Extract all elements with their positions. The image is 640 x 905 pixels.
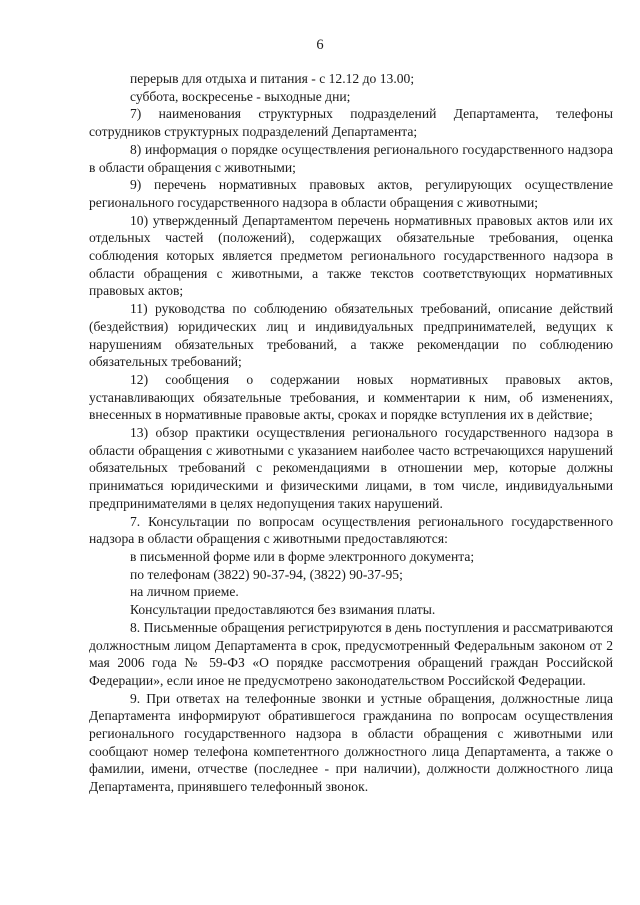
paragraph-item-11: 11) руководства по соблюдению обязательных требований, описание действий (бездействия) юридических лиц и индивидуальных предпринимателей, ведущих к нарушениям обязательных требований, а также рекомендации по соблюдению обязательных требований; bbox=[89, 301, 613, 370]
paragraph-weekend: суббота, воскресенье - выходные дни; bbox=[130, 88, 351, 104]
paragraph-phone-numbers: по телефонам (3822) 90-37-94, (3822) 90-37-95; bbox=[130, 566, 403, 582]
paragraph-item-13: 13) обзор практики осуществления регионального государственного надзора в области обращения с животными с указанием наиболее часто встречающихся нарушений обязательных требований с рекомендациями в отношении мер, которые должны приниматься юридическими и физическими лицами, в том числе, индивидуальными предпринимателями в целях недопущения таких нарушений. bbox=[89, 425, 613, 511]
paragraph-free-of-charge: Консультации предоставляются без взимания платы. bbox=[130, 602, 436, 618]
paragraph-break-time: перерыв для отдыха и питания - с 12.12 до 13.00; bbox=[130, 71, 415, 86]
paragraph-section-7: 7. Консультации по вопросам осуществления регионального государственного надзора в области обращения с животными предоставляются: bbox=[89, 513, 613, 547]
paragraph-section-9: 9. При ответах на телефонные звонки и устные обращения, должностные лица Департамента информируют обратившегося гражданина по вопросам осуществления регионального государственного надзора в области обращения с животными или сообщают номер телефона компетентного должностного лица Департамента, а также о фамилии, имени, отчестве (последнее - при наличии), должности должностного лица Департамента, принявшего телефонный звонок. bbox=[89, 690, 613, 795]
paragraph-item-10: 10) утвержденный Департаментом перечень нормативных правовых актов или их отдельных частей (положений), содержащих обязательные требования, оценка соблюдения которых является предметом регионального государственного надзора в области обращения с животными, а также текстов соответствующих нормативных правовых актов; bbox=[89, 212, 613, 299]
paragraph-item-12: 12) сообщения о содержании новых нормативных правовых актов, устанавливающих обязательные требования, и комментарии к ним, об изменениях, внесенных в нормативные правовые акты, сроках и порядке вступления их в действие; bbox=[89, 371, 613, 423]
paragraph-section-8: 8. Письменные обращения регистрируются в день поступления и рассматриваются должностным лицом Департамента в срок, предусмотренный Федеральным законом от 2 мая 2006 года № 59-ФЗ «О порядке рассмотрения обращений граждан Российской Федерации», если иное не предусмотрено законодательством Российской Федерации. bbox=[89, 619, 613, 688]
document-body bbox=[89, 70, 613, 796]
paragraph-item-7: 7) наименования структурных подразделений Департамента, телефоны сотрудников структурных подразделений Департамента; bbox=[89, 106, 613, 140]
page-number: 6 bbox=[316, 37, 324, 53]
paragraph-written-form: в письменной форме или в форме электронного документа; bbox=[130, 548, 475, 564]
paragraph-item-9: 9) перечень нормативных правовых актов, регулирующих осуществление регионального государственного надзора в области обращения с животными; bbox=[89, 177, 613, 210]
paragraph-item-8: 8) информация о порядке осуществления регионального государственного надзора в области обращения с животными; bbox=[89, 141, 613, 175]
paragraph-personal-reception: на личном приеме. bbox=[130, 584, 239, 600]
